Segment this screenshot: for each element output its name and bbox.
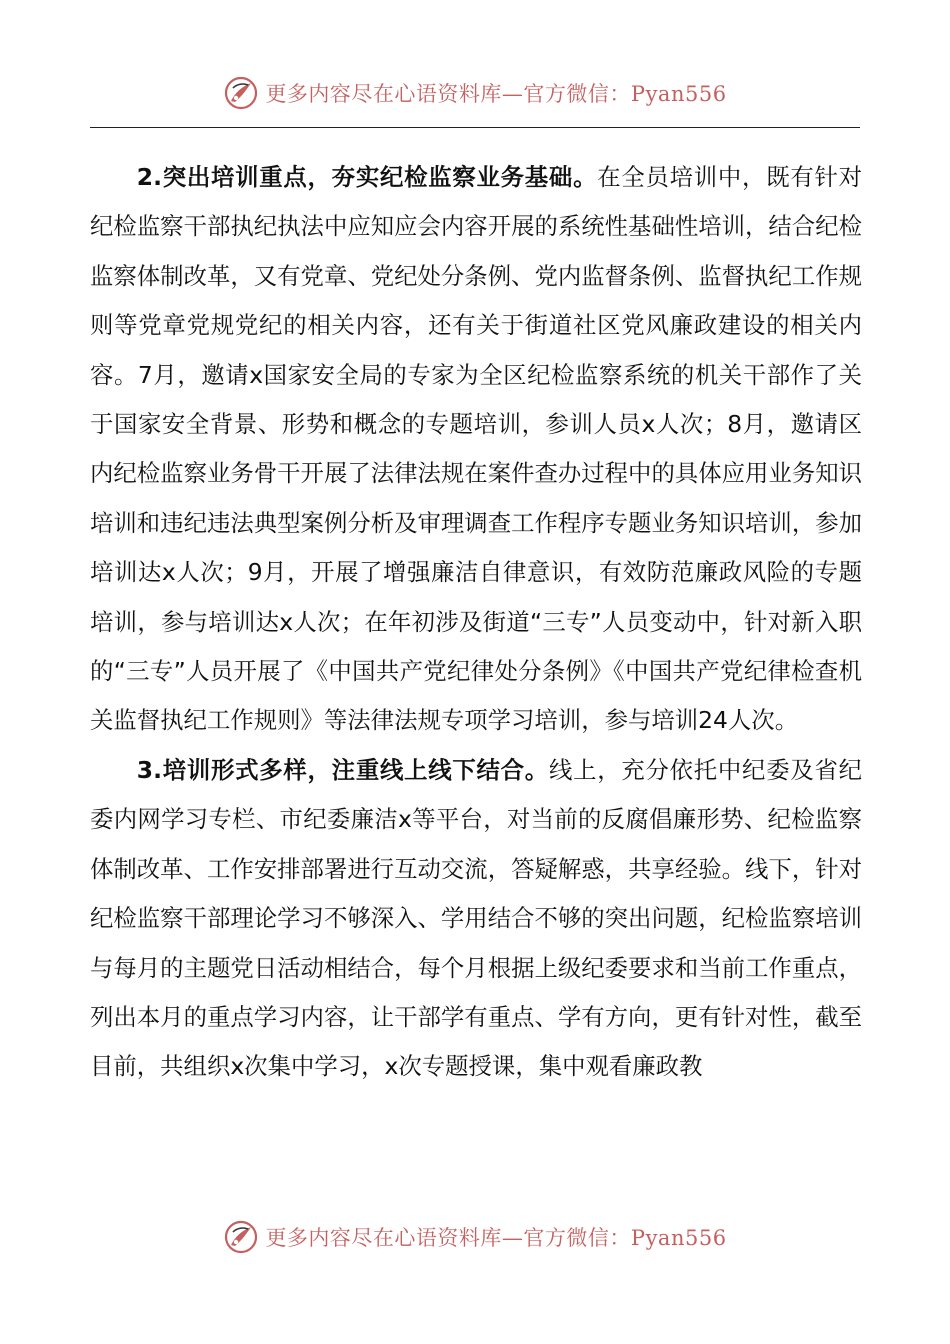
paragraph-training-focus [90, 153, 862, 746]
header-divider [90, 127, 860, 128]
paragraph-training-forms [90, 746, 862, 1092]
header-watermark-text: 更多内容尽在心语资料库—官方微信：Pyan556 [265, 82, 727, 106]
header-watermark-inner [223, 75, 726, 111]
pen-nib-logo-icon [223, 75, 259, 111]
footer-watermark-inner [223, 1219, 726, 1255]
paragraph-text: 在全员培训中，既有针对纪检监察干部执纪执法中应知应会内容开展的系统性基础性培训，结合纪检监察体制改革，又有党章、党纪处分条例、党内监督条例、监督执纪工作规则等党章党规党纪的相关内容，还有关于街道社区党风廉政建设的相关内容。7月，邀请x国家安全局的专家为全区纪检监察系统的机关干部作了关于国家安全背景、形势和概念的专题培训，参训人员x人次；8月，邀请区内纪检监察业务骨干开展了法律法规在案件查办过程中的具体应用业务知识培训和违纪违法典型案例分析及审理调查工作程序专题业务知识培训，参加培训达x人次；9月，开展了增强廉洁自律意识，有效防范廉政风险的专题培训，参与培训达x人次；在年初涉及街道“三专”人员变动中，针对新入职的“三专”人员开展了《中国共产党纪律处分条例》《中国共产党纪律检查机关监督执纪工作规则》等法律法规专项学习培训，参与培训24人次。 [90, 163, 862, 735]
pen-nib-logo-icon [223, 1219, 259, 1255]
document-body [90, 153, 862, 1092]
paragraph-lead-heading: 3.培训形式多样，注重线上线下结合。 [136, 755, 549, 784]
footer-watermark [0, 1212, 950, 1262]
footer-watermark-text: 更多内容尽在心语资料库—官方微信：Pyan556 [265, 1226, 727, 1250]
header-watermark [0, 68, 950, 118]
paragraph-lead-heading: 2.突出培训重点，夯实纪检监察业务基础。 [136, 163, 598, 191]
paragraph-text: 线上，充分依托中纪委及省纪委内网学习专栏、市纪委廉洁x等平台，对当前的反腐倡廉形势、纪检监察体制改革、工作安排部署进行互动交流，答疑解惑，共享经验。线下，针对纪检监察干部理论学习不够深入、学用结合不够的突出问题，纪检监察培训与每月的主题党日活动相结合，每个月根据上级纪委要求和当前工作重点，列出本月的重点学习内容，让干部学有重点、学有方向，更有针对性，截至目前，共组织x次集中学习，x次专题授课，集中观看廉政教 [90, 755, 862, 1081]
